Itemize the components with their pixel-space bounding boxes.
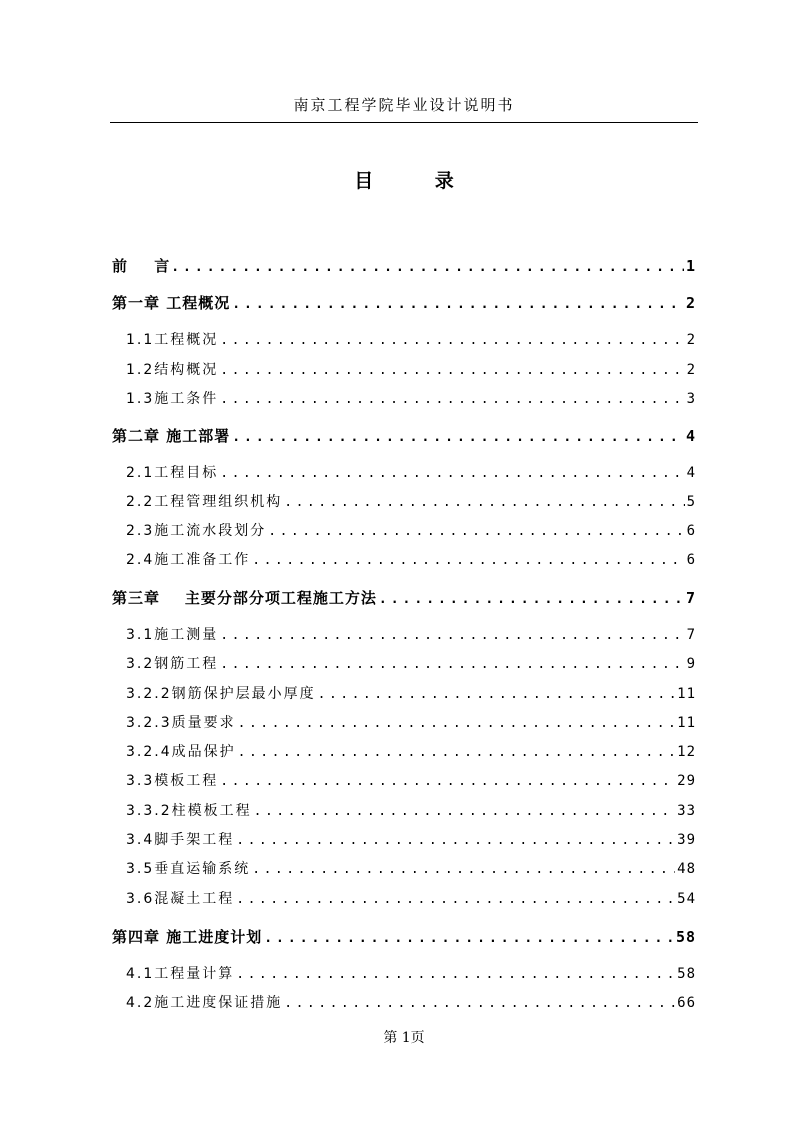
toc-entry-1-1[interactable] — [112, 329, 696, 353]
toc-entry-label: 第三章 主要分部分项工程施工方法 — [112, 589, 377, 607]
toc-entry-3-5[interactable] — [112, 858, 696, 882]
toc-entry-page: 6 — [686, 523, 696, 539]
toc-entry-preface[interactable] — [112, 255, 696, 279]
header-divider — [110, 122, 698, 123]
dot-leader — [220, 774, 675, 789]
toc-entry-3-4[interactable] — [112, 829, 696, 853]
dot-leader — [284, 495, 684, 510]
toc-entry-label: 2.2工程管理组织机构 — [126, 494, 283, 510]
toc-entry-1-2[interactable] — [112, 359, 696, 383]
toc-entry-2-1[interactable] — [112, 462, 696, 486]
toc-entry-page: 6 — [686, 552, 696, 568]
dot-leader — [220, 333, 684, 348]
toc-entry-3-2[interactable] — [112, 653, 696, 677]
toc-entry-label: 2.4施工准备工作 — [126, 552, 251, 568]
toc-entry-page: 48 — [677, 861, 696, 877]
toc-entry-label: 3.2.3质量要求 — [126, 715, 236, 731]
toc-entry-page: 1 — [685, 257, 696, 275]
dot-leader — [232, 297, 684, 312]
toc-title: 目 录 — [354, 170, 454, 192]
toc-entry-label: 3.2.4成品保护 — [126, 744, 236, 760]
toc-entry-3-2-4[interactable] — [112, 741, 696, 765]
toc-entry-page: 3 — [686, 391, 696, 407]
toc-entry-3-1[interactable] — [112, 624, 696, 648]
toc-entry-label: 1.1工程概况 — [126, 332, 219, 348]
toc-entry-page: 2 — [686, 332, 696, 348]
dot-leader — [220, 363, 684, 378]
dot-leader — [236, 967, 675, 982]
toc-entry-page: 29 — [677, 773, 696, 789]
toc-entry-label: 3.3模板工程 — [126, 773, 219, 789]
dot-leader — [238, 745, 676, 760]
toc-entry-page: 66 — [677, 995, 696, 1011]
toc-entry-label: 4.2施工进度保证措施 — [126, 995, 283, 1011]
toc-entry-label: 3.3.2柱模板工程 — [126, 803, 252, 819]
toc-entry-page: 4 — [686, 465, 696, 481]
toc-entry-chapter-4[interactable] — [112, 926, 696, 950]
toc-entry-page: 58 — [677, 966, 696, 982]
toc-entry-1-3[interactable] — [112, 388, 696, 412]
toc-entry-label: 第四章 施工进度计划 — [112, 928, 263, 946]
dot-leader — [268, 524, 684, 539]
dot-leader — [236, 833, 675, 848]
toc-entry-3-2-3[interactable] — [112, 712, 696, 736]
dot-leader — [171, 260, 684, 275]
toc-entry-page: 9 — [686, 656, 696, 672]
dot-leader — [254, 804, 676, 819]
toc-entry-label: 2.3施工流水段划分 — [126, 523, 267, 539]
toc-entry-page: 54 — [677, 891, 696, 907]
document-header: 南京工程学院毕业设计说明书 — [293, 96, 515, 114]
dot-leader — [220, 657, 684, 672]
toc-entry-chapter-1[interactable] — [112, 292, 696, 316]
toc-entry-4-2[interactable] — [112, 992, 696, 1016]
toc-entry-3-2-2[interactable] — [112, 683, 696, 707]
toc-entry-page: 7 — [685, 589, 696, 607]
page-number-footer: 第 1页 — [383, 1030, 425, 1046]
toc-entry-page: 4 — [685, 427, 696, 445]
toc-entry-page: 39 — [677, 832, 696, 848]
toc-entry-page: 58 — [675, 928, 696, 946]
dot-leader — [264, 931, 674, 946]
toc-entry-label: 第一章 工程概况 — [112, 294, 231, 312]
dot-leader — [220, 466, 684, 481]
toc-entry-4-1[interactable] — [112, 963, 696, 987]
toc-entry-2-4[interactable] — [112, 549, 696, 573]
toc-entry-page: 33 — [677, 803, 696, 819]
toc-entry-label: 3.2.2钢筋保护层最小厚度 — [126, 686, 316, 702]
dot-leader — [252, 553, 684, 568]
toc-entry-page: 11 — [677, 715, 696, 731]
toc-entry-page: 2 — [685, 294, 696, 312]
toc-entry-label: 第二章 施工部署 — [112, 427, 231, 445]
toc-entry-label: 2.1工程目标 — [126, 465, 219, 481]
dot-leader — [379, 592, 684, 607]
toc-entry-page: 11 — [677, 686, 696, 702]
toc-entry-chapter-3[interactable] — [112, 587, 696, 611]
toc-entry-label: 3.5垂直运输系统 — [126, 861, 251, 877]
toc-entry-page: 12 — [677, 744, 696, 760]
dot-leader — [318, 687, 676, 702]
toc-entry-chapter-2[interactable] — [112, 425, 696, 449]
toc-entry-label: 前 言 — [112, 257, 170, 275]
toc-entry-2-2[interactable] — [112, 491, 696, 515]
dot-leader — [252, 862, 675, 877]
dot-leader — [238, 716, 676, 731]
toc-entry-page: 7 — [686, 627, 696, 643]
toc-entry-label: 3.6混凝土工程 — [126, 891, 235, 907]
toc-entry-label: 3.4脚手架工程 — [126, 832, 235, 848]
dot-leader — [220, 628, 684, 643]
toc-entry-label: 4.1工程量计算 — [126, 966, 235, 982]
dot-leader — [220, 392, 684, 407]
dot-leader — [232, 430, 684, 445]
toc-entry-3-3[interactable] — [112, 770, 696, 794]
toc-entry-label: 3.2钢筋工程 — [126, 656, 219, 672]
dot-leader — [284, 996, 675, 1011]
toc-entry-label: 3.1施工测量 — [126, 627, 219, 643]
toc-entry-page: 2 — [686, 362, 696, 378]
toc-entry-label: 1.3施工条件 — [126, 391, 219, 407]
toc-entry-3-3-2[interactable] — [112, 800, 696, 824]
toc-entry-3-6[interactable] — [112, 888, 696, 912]
dot-leader — [236, 892, 675, 907]
toc-entry-label: 1.2结构概况 — [126, 362, 219, 378]
toc-entry-2-3[interactable] — [112, 520, 696, 544]
toc-entry-page: 5 — [686, 494, 696, 510]
